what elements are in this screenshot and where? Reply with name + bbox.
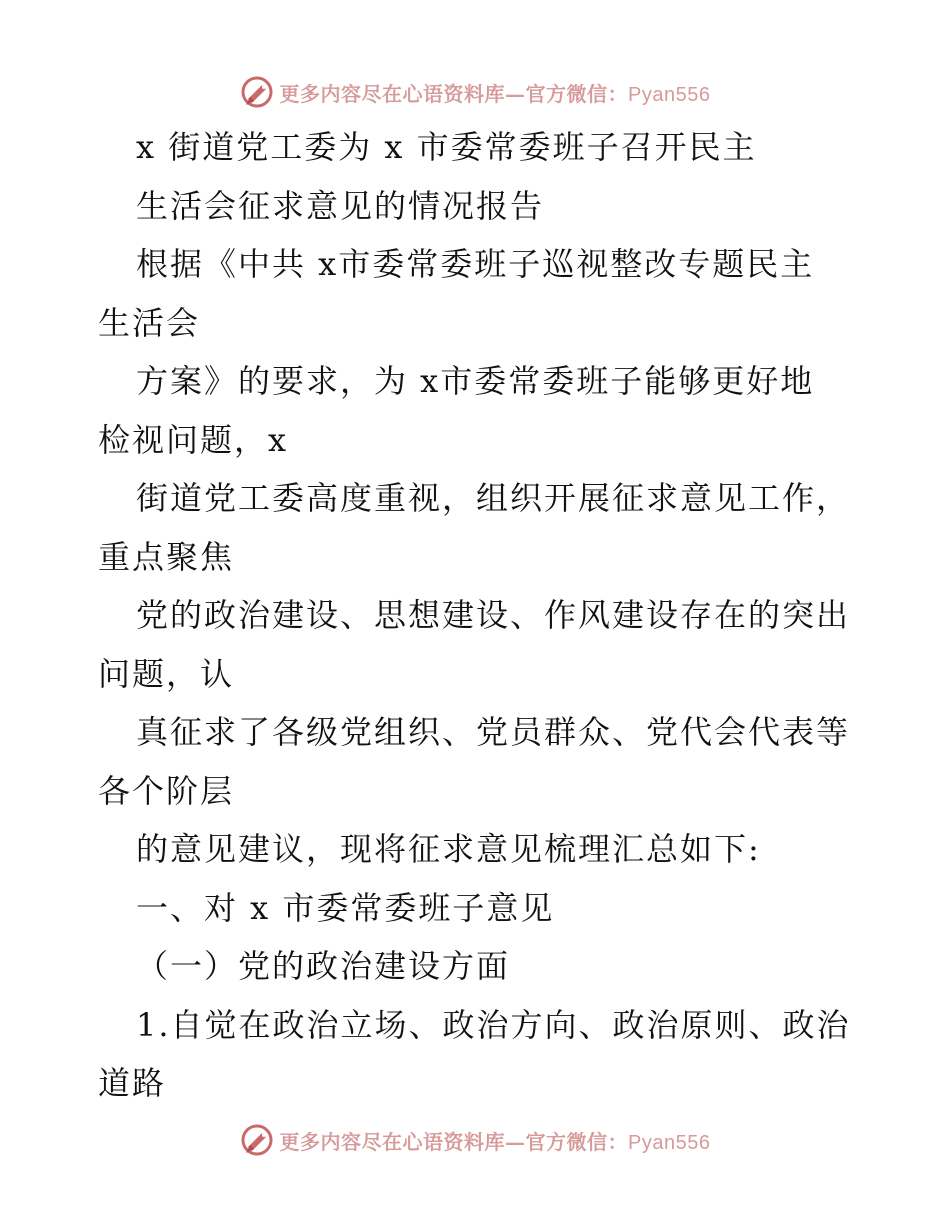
- text-line: 问题，认: [98, 654, 235, 693]
- text-line: 检视问题，x: [98, 420, 289, 459]
- text-line: 的意见建议，现将征求意见梳理汇总如下:: [136, 830, 761, 868]
- header-watermark: [0, 72, 950, 112]
- watermark-text: 更多内容尽在心语资料库—官方微信：Pyan556: [279, 1129, 711, 1154]
- text-line: 各个阶层: [98, 771, 235, 810]
- text-line: 生活会: [98, 303, 201, 342]
- footer-watermark: [0, 1120, 950, 1160]
- text-line: 方案》的要求，为 x市委常委班子能够更好地: [136, 362, 815, 400]
- text-line: 街道党工委高度重视，组织开展征求意见工作，: [136, 479, 851, 517]
- text-line: 1.自觉在政治立场、政治方向、政治原则、政治: [136, 1005, 851, 1044]
- text-line: 真征求了各级党组织、党员群众、党代会代表等: [136, 713, 851, 751]
- watermark-text: 更多内容尽在心语资料库—官方微信：Pyan556: [279, 81, 711, 106]
- text-line: 生活会征求意见的情况报告: [136, 186, 545, 225]
- text-line: x 街道党工委为 x 市委常委班子召开民主: [136, 128, 757, 166]
- document-body: [98, 118, 868, 1113]
- pen-nib-logo-icon: [240, 75, 274, 109]
- text-line: 重点聚焦: [98, 537, 235, 576]
- text-line: 根据《中共 x市委常委班子巡视整改专题民主: [136, 245, 815, 283]
- text-line: （一）党的政治建设方面: [136, 947, 511, 985]
- text-line: 党的政治建设、思想建设、作风建设存在的突出: [136, 596, 851, 634]
- pen-nib-logo-icon: [240, 1123, 274, 1157]
- text-line: 道路: [98, 1064, 167, 1102]
- text-line: 一、对 x 市委常委班子意见: [136, 888, 555, 927]
